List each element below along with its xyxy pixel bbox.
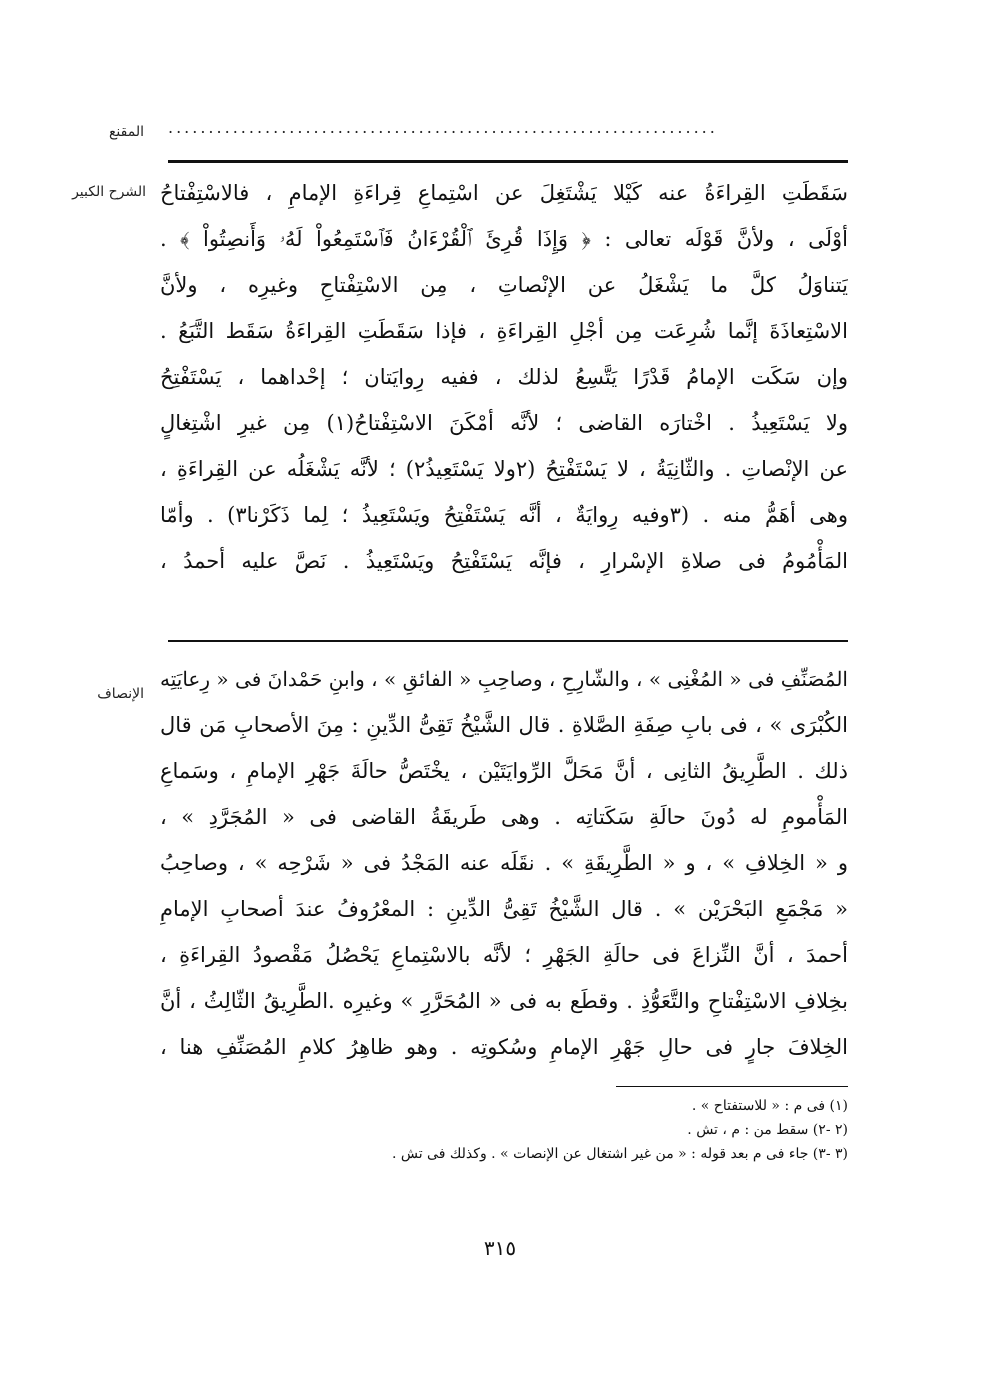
insaf-text-block	[160, 656, 848, 1070]
sharh-line: وهى أهَمُّ منه . (٣وفيه رِوايَةٌ ، أنَّه يَسْتَفْتِحُ ويَسْتَعِيذُ ؛ لِما ذَكَرْنا٣) . وأمّا	[160, 503, 848, 527]
insaf-line: بخِلافِ الاسْتِفْتاحِ والتَّعَوُّذِ . وقطَع به فى « المُحَرَّرِ » وغيرِه .الطَّرِيقُ الثّالِثُ ، أنَّ	[160, 989, 848, 1013]
insaf-line: الكُبْرَى » ، فى بابِ صِفَةِ الصَّلاةِ . قال الشَّيْخُ تَقِىُّ الدِّينِ : مِنَ الأصحابِ مَن قال	[160, 713, 848, 737]
insaf-line: و « الخِلافِ » ، و « الطَّرِيقَةِ » . نقَلَه عنه المَجْدُ فى « شَرْحِه » ، وصاحِبُ	[160, 851, 848, 875]
book-title-header: المقنع	[108, 124, 144, 140]
insaf-line: أحمدَ ، أنَّ النِّزاعَ فى حالَةِ الجَهْرِ ؛ لأنَّه بالاسْتِماعِ يَحْصُلُ مَقْصودُ القِراءَةِ ،	[160, 943, 848, 967]
sharh-line: وإن سَكَت الإمامُ قَدْرًا يَتَّسِعُ لذلك ، ففيه رِوايَتان ؛ إحْداهما ، يَسْتَفْتِحُ	[160, 365, 848, 389]
sharh-line: الاسْتِعاذَةَ إنَّما شُرِعَت مِن أجْلِ القِراءَةِ ، فإذا سَقَطَتِ القِراءَةُ سَقَط التَّبَعُ .	[160, 319, 848, 343]
header-dotted-rule: ....................................................................	[168, 118, 718, 137]
insaf-line: الخِلافَ جارٍ فى حالِ جَهْرِ الإمامِ وسُكوتِه . وهو ظاهِرُ كلامِ المُصَنِّفِ هنا ،	[160, 1035, 848, 1059]
footnote: (٣ -٣) جاء فى م بعد قوله : « من غير اشتغال عن الإنصات » . وكذلك فى تش .	[391, 1146, 848, 1162]
header-rule	[168, 160, 848, 163]
sharh-line: أوْلَى ، ولأنَّ قَوْلَه تعالى : ﴿ وَإِذَا قُرِئَ ٱلْقُرْءَانُ فَٱسْتَمِعُواْ لَهُۥ وَأَنصِتُواْ ﴾ .	[160, 227, 848, 251]
insaf-line: « مَجْمَعِ البَحْرَيْن » . قال الشَّيْخُ تَقِىُّ الدِّينِ : المعْرُوفُ عندَ أصحابِ الإمامِ	[160, 897, 848, 921]
insaf-line: ذلك . الطَّرِيقُ الثانِى ، أنَّ مَحَلَّ الرِّوايَتَيْن ، يخْتَصُّ حالَةَ جَهْرِ الإمامِ ، وسَماعِ	[160, 759, 848, 783]
sharh-line: المَأْمُومُ فى صلاةِ الإسْرارِ ، فإنَّه يَسْتَفْتِحُ ويَسْتَعِيذُ . نَصَّ عليه أحمدُ ،	[160, 549, 848, 573]
margin-label-insaf: الإنصاف	[97, 686, 144, 702]
footnote-separator	[616, 1086, 848, 1087]
margin-label-sharh: الشرح الكبير	[72, 184, 146, 200]
section-divider	[168, 640, 848, 642]
sharh-line: عن الإنْصاتِ . والثّانِيَةُ ، لا يَسْتَفْتِحُ (٢ولا يَسْتَعِيذُ٢) ؛ لأنَّه يَشْغَلُه عن القِراءَةِ ،	[160, 457, 848, 481]
insaf-line: المُصَنِّفِ فى « المُغْنِى » ، والشّارِحِ ، وصاحِبِ « الفائقِ » ، وابنِ حَمْدانَ فى « رِعايَتِه	[160, 667, 848, 691]
footnote: (١) فى م : « للاستفتاح » .	[691, 1098, 848, 1114]
insaf-line: المَأْمومِ له دُونَ حالَةِ سَكَتاتِه . وهى طَريقَةُ القاضى فى « المُجَرَّدِ » ،	[160, 805, 848, 829]
sharh-line: ولا يَسْتَعِيذُ . اخْتارَه القاضى ؛ لأنَّه أمْكَنَ الاسْتِفْتاحُ(١) مِن غيرِ اشْتِغالٍ	[160, 411, 848, 435]
sharh-line: يَتناوَلُ كلَّ ما يَشْغَلُ عن الإنْصاتِ ، مِن الاسْتِفْتاحِ وغيرِه ، ولأنَّ	[160, 273, 848, 297]
footnote: (٢ -٢) سقط من : م ، تش .	[687, 1122, 848, 1138]
sharh-text-block	[160, 170, 848, 584]
footnotes	[300, 1094, 848, 1166]
page-number: ٣١٥	[483, 1236, 517, 1260]
sharh-line: سَقَطَتِ القِراءَةُ عنه كَيْلا يَشْتَغِلَ عن اسْتِماعِ قِراءَةِ الإمامِ ، فالاسْتِفْتاحُ	[160, 181, 848, 205]
